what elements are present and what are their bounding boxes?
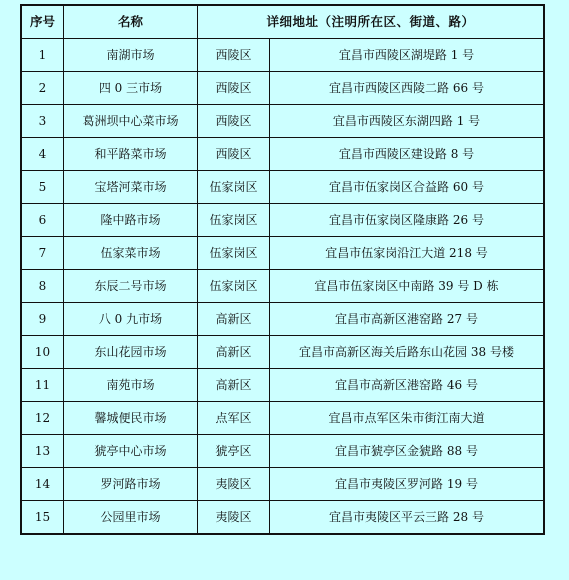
market-name-cell: 南湖市场 (64, 39, 198, 72)
market-name-cell: 南苑市场 (64, 369, 198, 402)
header-row (22, 6, 544, 39)
district-cell: 猇亭区 (198, 435, 270, 468)
table-row (22, 105, 544, 138)
row-number-cell: 12 (22, 402, 64, 435)
district-cell: 西陵区 (198, 105, 270, 138)
table-row (22, 39, 544, 72)
row-number-cell: 9 (22, 303, 64, 336)
market-name-cell: 葛洲坝中心菜市场 (64, 105, 198, 138)
address-cell: 宜昌市西陵区湖堤路 1 号 (270, 39, 544, 72)
address-cell: 宜昌市西陵区建设路 8 号 (270, 138, 544, 171)
row-number-cell: 4 (22, 138, 64, 171)
table-header (22, 6, 544, 39)
market-name-cell: 伍家菜市场 (64, 237, 198, 270)
row-number-cell: 5 (22, 171, 64, 204)
market-name-cell: 和平路菜市场 (64, 138, 198, 171)
address-cell: 宜昌市伍家岗沿江大道 218 号 (270, 237, 544, 270)
row-number-cell: 15 (22, 501, 64, 534)
market-name-cell: 罗河路市场 (64, 468, 198, 501)
row-number-cell: 14 (22, 468, 64, 501)
district-cell: 西陵区 (198, 138, 270, 171)
row-number-cell: 1 (22, 39, 64, 72)
district-cell: 西陵区 (198, 72, 270, 105)
market-name-cell: 猇亭中心市场 (64, 435, 198, 468)
table-row (22, 435, 544, 468)
address-cell: 宜昌市高新区港窑路 27 号 (270, 303, 544, 336)
address-cell: 宜昌市西陵区西陵二路 66 号 (270, 72, 544, 105)
address-cell: 宜昌市伍家岗区合益路 60 号 (270, 171, 544, 204)
table-row (22, 501, 544, 534)
district-cell: 高新区 (198, 303, 270, 336)
district-cell: 高新区 (198, 336, 270, 369)
row-number-cell: 13 (22, 435, 64, 468)
district-cell: 高新区 (198, 369, 270, 402)
table-row (22, 402, 544, 435)
row-number-cell: 2 (22, 72, 64, 105)
table-row (22, 270, 544, 303)
market-table (21, 5, 544, 534)
row-number-cell: 11 (22, 369, 64, 402)
market-name-cell: 隆中路市场 (64, 204, 198, 237)
row-number-cell: 7 (22, 237, 64, 270)
table-row (22, 72, 544, 105)
table-row (22, 336, 544, 369)
address-cell: 宜昌市点军区朱市街江南大道 (270, 402, 544, 435)
header-name: 名称 (64, 6, 198, 39)
district-cell: 点军区 (198, 402, 270, 435)
row-number-cell: 8 (22, 270, 64, 303)
table-row (22, 369, 544, 402)
address-cell: 宜昌市高新区港窑路 46 号 (270, 369, 544, 402)
market-name-cell: 公园里市场 (64, 501, 198, 534)
table-row (22, 303, 544, 336)
address-cell: 宜昌市夷陵区罗河路 19 号 (270, 468, 544, 501)
table-row (22, 204, 544, 237)
district-cell: 伍家岗区 (198, 237, 270, 270)
market-name-cell: 东辰二号市场 (64, 270, 198, 303)
district-cell: 伍家岗区 (198, 270, 270, 303)
address-cell: 宜昌市夷陵区平云三路 28 号 (270, 501, 544, 534)
table-row (22, 138, 544, 171)
address-cell: 宜昌市西陵区东湖四路 1 号 (270, 105, 544, 138)
address-cell: 宜昌市猇亭区金猇路 88 号 (270, 435, 544, 468)
address-cell: 宜昌市伍家岗区中南路 39 号 D 栋 (270, 270, 544, 303)
table-row (22, 237, 544, 270)
market-name-cell: 馨城便民市场 (64, 402, 198, 435)
table-row (22, 468, 544, 501)
district-cell: 夷陵区 (198, 468, 270, 501)
table-row (22, 171, 544, 204)
header-address: 详细地址（注明所在区、街道、路） (198, 6, 544, 39)
row-number-cell: 10 (22, 336, 64, 369)
row-number-cell: 3 (22, 105, 64, 138)
address-cell: 宜昌市高新区海关后路东山花园 38 号楼 (270, 336, 544, 369)
header-no: 序号 (22, 6, 64, 39)
market-name-cell: 八 0 九市场 (64, 303, 198, 336)
district-cell: 伍家岗区 (198, 204, 270, 237)
market-name-cell: 宝塔河菜市场 (64, 171, 198, 204)
district-cell: 伍家岗区 (198, 171, 270, 204)
address-cell: 宜昌市伍家岗区隆康路 26 号 (270, 204, 544, 237)
district-cell: 夷陵区 (198, 501, 270, 534)
market-name-cell: 四 0 三市场 (64, 72, 198, 105)
market-name-cell: 东山花园市场 (64, 336, 198, 369)
district-cell: 西陵区 (198, 39, 270, 72)
table-body (22, 39, 544, 534)
row-number-cell: 6 (22, 204, 64, 237)
